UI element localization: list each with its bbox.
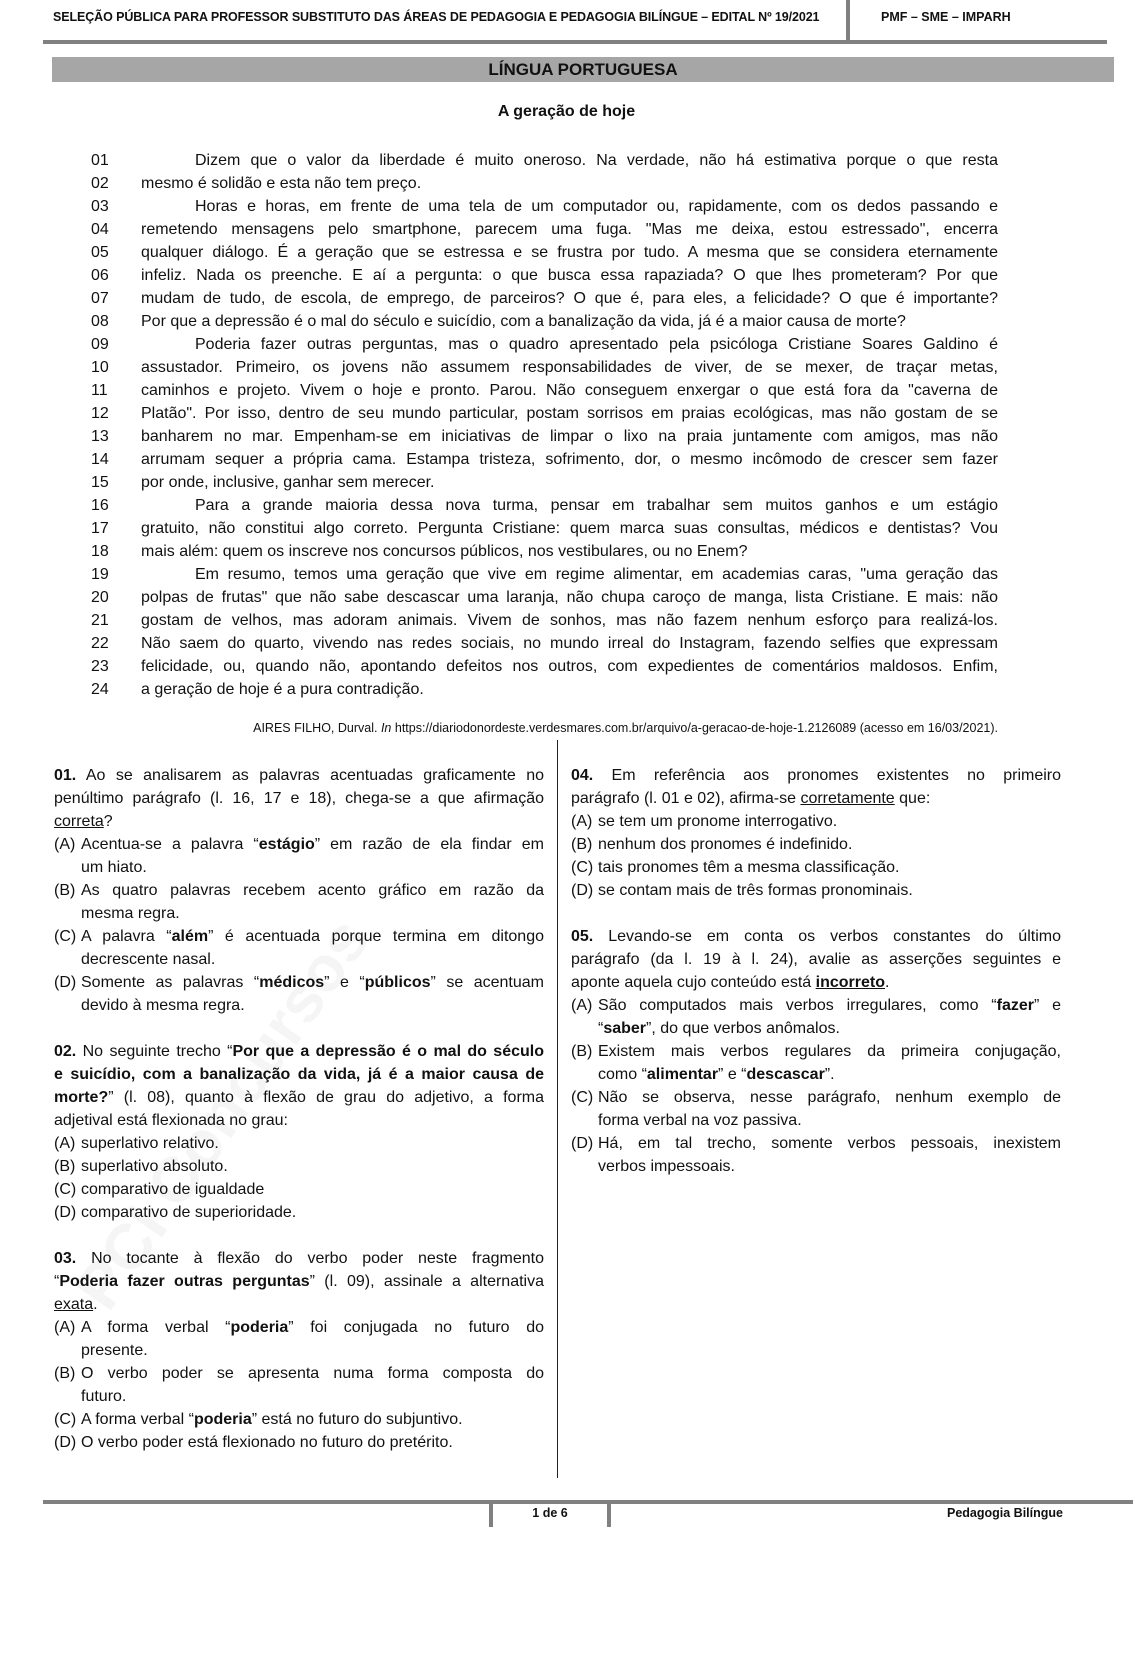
line-number: 22 [91, 635, 109, 652]
text-line [88, 402, 998, 425]
page-header [43, 0, 1133, 44]
line-text: Poderia fazer outras perguntas, mas o quadro apresentado pela psicóloga Cristiane Soares Galdino é [195, 336, 998, 353]
question-stem: parágrafo (da l. 19 à l. 24), avalie as asserções seguintes e [571, 951, 1061, 968]
text-line [88, 678, 998, 701]
stem-quote: Poderia fazer outras perguntas [59, 1273, 310, 1290]
option-d[interactable] [571, 1132, 1061, 1178]
option-a[interactable] [571, 994, 1061, 1040]
option-text-part: Acentua-se a palavra “ [81, 836, 259, 853]
stem-text: ” (l. 09), assinale a alternativa [309, 1273, 544, 1290]
stem-text: No tocante à flexão do verbo poder neste fragmento [91, 1250, 544, 1267]
option-text-part: ” e “ [718, 1066, 747, 1083]
option-text: O verbo poder se apresenta numa forma composta do [81, 1365, 544, 1382]
option-bold: médicos [259, 974, 325, 991]
option-d[interactable] [54, 1431, 544, 1454]
option-text-part: “ [598, 1020, 604, 1037]
line-number: 05 [91, 244, 109, 261]
question-01 [54, 764, 544, 1017]
option-text-part: como “ [598, 1066, 647, 1083]
line-number: 16 [91, 497, 109, 514]
option-text: superlativo absoluto. [81, 1158, 228, 1175]
question-stem [571, 925, 1061, 948]
header-rule [43, 40, 1107, 44]
text-line [88, 632, 998, 655]
option-a[interactable] [571, 810, 1061, 833]
line-text: mudam de tudo, de escola, de emprego, de parceiros? O que é, para eles, a felicidade? O que é importante? [141, 290, 998, 307]
option-bold: poderia [193, 1411, 252, 1428]
option-b[interactable] [54, 1155, 544, 1178]
option-letter: (B) [571, 1043, 593, 1060]
line-text: polpas de frutas" que não sabe descascar uma laranja, não chupa caroço de manga, lista Cristiane. E mais: não [141, 589, 998, 606]
question-stem [54, 1086, 544, 1109]
question-stem [571, 764, 1061, 787]
question-stem [54, 810, 544, 833]
line-number: 13 [91, 428, 109, 445]
stem-text: aponte aquela cujo conteúdo está [571, 974, 816, 991]
stem-text: parágrafo (l. 01 e 02), afirma-se [571, 790, 801, 807]
line-text: caminhos e projeto. Vivem o hoje e pronto. Parou. Não conseguem enxergar o que está fora da "caverna de [141, 382, 998, 399]
option-text: decrescente nasal. [81, 951, 216, 968]
question-number: 04. [571, 767, 594, 784]
option-text-part: ” foi conjugada no futuro do [288, 1319, 544, 1336]
option-c[interactable] [54, 1178, 544, 1201]
text-title: A geração de hoje [497, 103, 636, 120]
option-b[interactable] [571, 1040, 1061, 1086]
question-number: 05. [571, 928, 594, 945]
question-stem [571, 971, 1061, 994]
text-line [88, 218, 998, 241]
option-text: mesma regra. [81, 905, 180, 922]
option-text: As quatro palavras recebem acento gráfico em razão da [81, 882, 544, 899]
option-letter: (C) [54, 1181, 77, 1198]
footer-divider [607, 1500, 611, 1527]
question-stem [54, 1270, 544, 1293]
option-c[interactable] [54, 1408, 544, 1431]
text-line [88, 517, 998, 540]
option-text: futuro. [81, 1388, 127, 1405]
line-text: Não saem do quarto, vivendo nas redes sociais, no mundo irreal do Instagram, fazendo selfies que expressam [141, 635, 998, 652]
option-letter: (D) [571, 1135, 594, 1152]
option-letter: (C) [54, 928, 77, 945]
text-line [88, 471, 998, 494]
option-d[interactable] [54, 971, 544, 1017]
option-letter: (A) [54, 836, 76, 853]
line-number: 20 [91, 589, 109, 606]
question-number: 01. [54, 767, 77, 784]
option-letter: (A) [571, 813, 593, 830]
option-letter: (A) [54, 1135, 76, 1152]
emphasis-underlined: corretamente [800, 790, 895, 807]
option-text: se contam mais de três formas pronominais. [598, 882, 913, 899]
option-text-part: ” é acentuada porque termina em ditongo [208, 928, 545, 945]
option-text-part: ” e [1034, 997, 1062, 1014]
option-a[interactable] [54, 1316, 544, 1362]
text-line [88, 563, 998, 586]
option-text: devido à mesma regra. [81, 997, 245, 1014]
line-text: remetendo mensagens pelo smartphone, parecem uma fuga. "Mas me deixa, estou estressado", encerra [141, 221, 998, 238]
text-line [88, 356, 998, 379]
line-text: a geração de hoje é a pura contradição. [141, 681, 424, 698]
option-letter: (D) [571, 882, 594, 899]
line-number: 01 [91, 152, 109, 169]
text-line [88, 494, 998, 517]
text-line [88, 333, 998, 356]
line-text: infeliz. Nada os preenche. E aí a pergunta: o que busca essa rapaziada? O que lhes prometeram? Por que [141, 267, 998, 284]
stem-text: Ao se analisarem as palavras acentuadas graficamente no [85, 767, 544, 784]
text-line [88, 655, 998, 678]
line-text: Por que a depressão é o mal do século e suicídio, com a banalização da vida, já é a maior causa de morte? [141, 313, 906, 330]
line-text: Platão". Por isso, dentro de seu mundo particular, postam sorrisos em praias ecológicas, mas não gostam de se [141, 405, 998, 422]
option-text: O verbo poder está flexionado no futuro do pretérito. [81, 1434, 453, 1451]
section-title: LÍNGUA PORTUGUESA [52, 57, 1114, 82]
option-text-part: A palavra “ [81, 928, 172, 945]
text-line [88, 425, 998, 448]
option-text [598, 994, 1061, 1017]
option-text: Existem mais verbos regulares da primeira conjugação, [598, 1043, 1061, 1060]
question-stem [54, 764, 544, 787]
question-stem: adjetival está flexionada no grau: [54, 1112, 288, 1129]
text-line [88, 609, 998, 632]
option-letter: (B) [571, 836, 593, 853]
option-a[interactable] [54, 1132, 544, 1155]
option-text [81, 1408, 544, 1431]
line-text: banharem no mar. Empenham-se em iniciativas de limpar o lixo na praia juntamente com amigos, mas não [141, 428, 998, 445]
option-text [598, 1063, 1061, 1086]
option-bold: fazer [996, 997, 1034, 1014]
stem-quote: morte? [54, 1089, 109, 1106]
line-number: 03 [91, 198, 109, 215]
text-line [88, 195, 998, 218]
line-number: 24 [91, 681, 109, 698]
option-text [81, 1316, 544, 1339]
option-letter: (A) [54, 1319, 76, 1336]
option-bold: alimentar [646, 1066, 719, 1083]
question-02 [54, 1040, 544, 1224]
option-text: se tem um pronome interrogativo. [598, 813, 838, 830]
option-c[interactable] [571, 1086, 1061, 1132]
line-text: mais além: quem os inscreve nos concursos públicos, nos vestibulares, ou no Enem? [141, 543, 748, 560]
text-line [88, 379, 998, 402]
option-bold: saber [603, 1020, 647, 1037]
option-letter: (D) [54, 974, 77, 991]
question-stem [54, 1247, 544, 1270]
line-number: 12 [91, 405, 109, 422]
questions-right-column [571, 764, 1061, 1201]
option-text-part: ”, do que verbos anômalos. [646, 1020, 840, 1037]
option-d[interactable] [54, 1201, 544, 1224]
stem-text: que: [894, 790, 931, 807]
option-text-part: ” e “ [324, 974, 365, 991]
text-line [88, 264, 998, 287]
option-bold: além [171, 928, 209, 945]
text-line [88, 241, 998, 264]
option-b[interactable] [54, 879, 544, 925]
line-text: gostam de velhos, mas adoram animais. Vivem de sonhos, mas não fazem nenhum esforço para realizá-los. [141, 612, 998, 629]
line-text: assustador. Primeiro, os jovens não assumem responsabilidades de viver, de se mexer, de traçar metas, [141, 359, 998, 376]
text-line [88, 448, 998, 471]
source-in: In [380, 721, 392, 735]
line-number: 09 [91, 336, 109, 353]
option-text-part: Somente as palavras “ [81, 974, 260, 991]
questions-left-column [54, 764, 544, 1477]
line-number: 15 [91, 474, 109, 491]
line-text: gratuito, não constitui algo correto. Pergunta Cristiane: quem marca suas consultas, médicos e dentistas? Vou [141, 520, 998, 537]
line-text: Em resumo, temos uma geração que vive em regime alimentar, em academias caras, "uma geração das [195, 566, 998, 583]
option-text: presente. [81, 1342, 148, 1359]
option-text-part: ” em razão de ela findar em [314, 836, 544, 853]
line-text: Para a grande maioria dessa nova turma, pensar em trabalhar sem muitos ganhos e um estágio [195, 497, 998, 514]
stem-text: No seguinte trecho “ [82, 1043, 233, 1060]
option-letter: (B) [54, 1365, 76, 1382]
option-letter: (B) [54, 1158, 76, 1175]
stem-text: Em referência aos pronomes existentes no primeiro [611, 767, 1061, 784]
line-number: 02 [91, 175, 109, 192]
stem-quote: e suicídio, com a banalização da vida, já é a maior causa de [54, 1066, 544, 1083]
reading-text [88, 149, 998, 701]
question-number: 03. [54, 1250, 77, 1267]
stem-text: . [93, 1296, 98, 1313]
option-text: comparativo de superioridade. [81, 1204, 297, 1221]
option-text-part: A forma verbal “ [81, 1319, 231, 1336]
line-number: 07 [91, 290, 109, 307]
option-letter: (D) [54, 1434, 77, 1451]
text-line [88, 586, 998, 609]
option-bold: poderia [230, 1319, 289, 1336]
stem-text: . [884, 974, 890, 991]
option-text: forma verbal na voz passiva. [598, 1112, 802, 1129]
institution-label: PMF – SME – IMPARH [881, 10, 1011, 24]
option-letter: (B) [54, 882, 76, 899]
option-bold: públicos [364, 974, 431, 991]
option-letter: (D) [54, 1204, 77, 1221]
stem-text: ” (l. 08), quanto à flexão de grau do adjetivo, a forma [108, 1089, 544, 1106]
stem-quote: Por que a depressão é o mal do século [232, 1043, 544, 1060]
line-text: por onde, inclusive, ganhar sem merecer. [141, 474, 435, 491]
line-text: mesmo é solidão e esta não tem preço. [141, 175, 422, 192]
option-text: nenhum dos pronomes é indefinido. [598, 836, 853, 853]
line-text: Horas e horas, em frente de uma tela de um computador ou, rapidamente, com os dedos passando e [195, 198, 998, 215]
footer-course-label: Pedagogia Bilíngue [947, 1506, 1063, 1520]
option-text: tais pronomes têm a mesma classificação. [598, 859, 900, 876]
exam-title: SELEÇÃO PÚBLICA PARA PROFESSOR SUBSTITUTO DAS ÁREAS DE PEDAGOGIA E PEDAGOGIA BILÍNGUE – EDITAL Nº 19/2021 [53, 10, 820, 24]
option-text [598, 1017, 1061, 1040]
option-text: superlativo relativo. [81, 1135, 219, 1152]
option-text-part: ” está no futuro do subjuntivo. [251, 1411, 463, 1428]
question-05 [571, 925, 1061, 1178]
question-04 [571, 764, 1061, 902]
footer-rule [43, 1500, 1133, 1504]
option-d[interactable] [571, 879, 1061, 902]
line-number: 06 [91, 267, 109, 284]
line-text: arrumam sequer a própria cama. Estampa tristeza, sofrimento, dor, o mesmo incômodo de crescer sem fazer [141, 451, 998, 468]
stem-text: Levando-se em conta os verbos constantes do último [608, 928, 1061, 945]
line-number: 04 [91, 221, 109, 238]
option-bold: estágio [258, 836, 315, 853]
line-number: 21 [91, 612, 109, 629]
text-source [253, 721, 998, 735]
option-a[interactable] [54, 833, 544, 879]
page-number: 1 de 6 [532, 1506, 568, 1520]
question-stem [54, 1293, 544, 1316]
option-letter: (C) [571, 859, 594, 876]
option-text: verbos impessoais. [598, 1158, 735, 1175]
header-divider [846, 0, 850, 42]
option-letter: (C) [54, 1411, 77, 1428]
line-text: felicidade, ou, quando não, apontando defeitos nos outros, com expedientes de comentários maldosos. Enfim, [141, 658, 998, 675]
option-text-part: A forma verbal “ [81, 1411, 194, 1428]
line-text: Dizem que o valor da liberdade é muito oneroso. Na verdade, não há estimativa porque o que resta [195, 152, 998, 169]
line-number: 23 [91, 658, 109, 675]
emphasis-underlined: exata [54, 1296, 94, 1313]
column-divider [557, 740, 558, 1478]
source-author: AIRES FILHO, Durval. [253, 721, 378, 735]
question-03 [54, 1247, 544, 1454]
text-line [88, 540, 998, 563]
option-text [81, 971, 544, 994]
emphasis-underlined: correta [54, 813, 104, 830]
question-number: 02. [54, 1043, 77, 1060]
line-text: qualquer diálogo. É a geração que se estressa e se frustra por tudo. A mesma que se considera eternamente [141, 244, 998, 261]
option-c[interactable] [571, 856, 1061, 879]
line-number: 18 [91, 543, 109, 560]
question-stem [54, 1063, 544, 1086]
stem-text: ? [103, 813, 113, 830]
line-number: 11 [91, 382, 108, 399]
text-line [88, 172, 998, 195]
emphasis-bold-underlined: incorreto [815, 974, 885, 991]
line-number: 08 [91, 313, 109, 330]
option-text: um hiato. [81, 859, 147, 876]
open-quote: “ [54, 1273, 60, 1290]
option-text: Não se observa, nesse parágrafo, nenhum exemplo de [598, 1089, 1061, 1106]
option-letter: (C) [571, 1089, 594, 1106]
question-stem [54, 1040, 544, 1063]
option-b[interactable] [571, 833, 1061, 856]
option-bold: descascar [746, 1066, 825, 1083]
option-text-part: São computados mais verbos irregulares, como “ [598, 997, 997, 1014]
line-number: 17 [91, 520, 109, 537]
line-number: 14 [91, 451, 109, 468]
text-line [88, 149, 998, 172]
option-text [81, 833, 544, 856]
text-line [88, 287, 998, 310]
option-text [81, 925, 544, 948]
option-letter: (A) [571, 997, 593, 1014]
option-text: comparativo de igualdade [81, 1181, 265, 1198]
line-number: 19 [91, 566, 109, 583]
source-url: https://diariodonordeste.verdesmares.com.br/arquivo/a-geracao-de-hoje-1.2126089 (acesso em 16/03/2021). [394, 721, 998, 735]
option-c[interactable] [54, 925, 544, 971]
question-stem [571, 787, 1061, 810]
option-text: Há, em tal trecho, somente verbos pessoais, inexistem [598, 1135, 1061, 1152]
option-text-part: ”. [824, 1066, 835, 1083]
option-text-part: ” se acentuam [430, 974, 545, 991]
text-line [88, 310, 998, 333]
option-b[interactable] [54, 1362, 544, 1408]
question-stem: penúltimo parágrafo (l. 16, 17 e 18), chega-se a que afirmação [54, 790, 544, 807]
line-number: 10 [91, 359, 109, 376]
